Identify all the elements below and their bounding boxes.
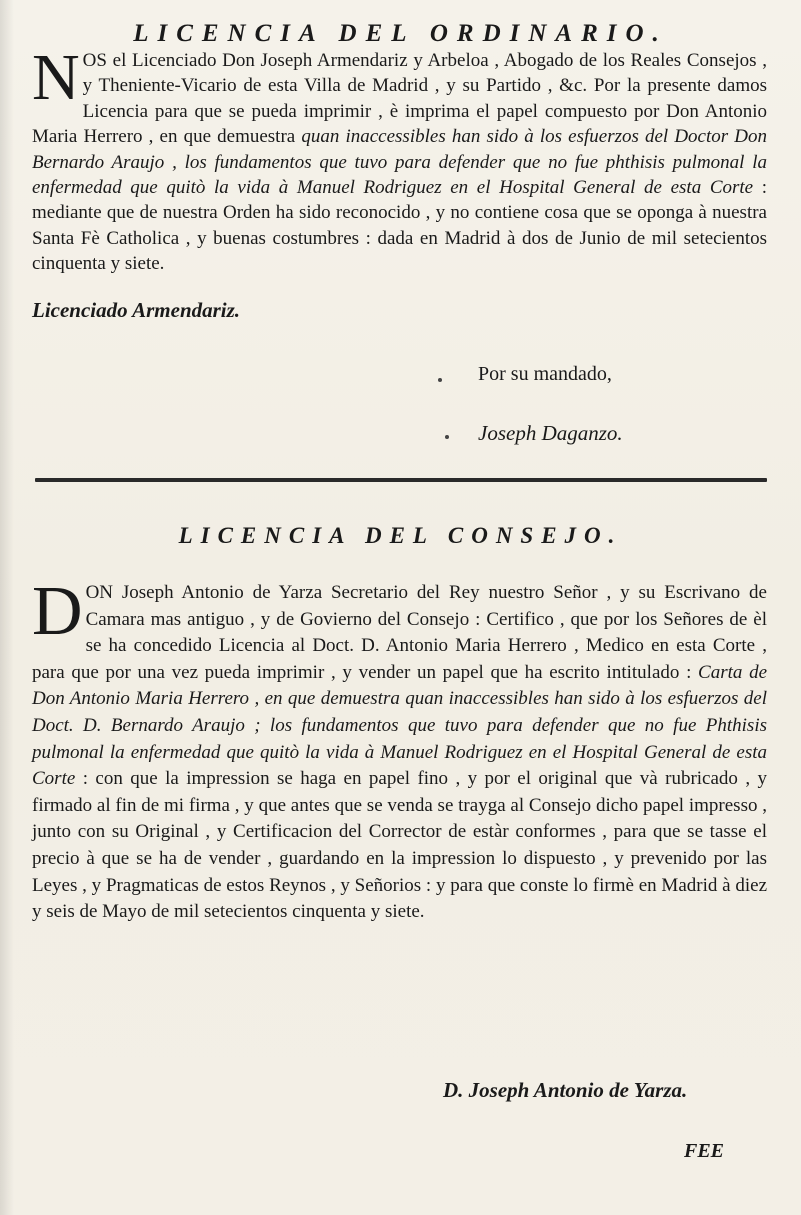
ink-speck	[438, 378, 442, 382]
dropcap-n: N	[32, 41, 80, 114]
running-head: LICENCIA DEL ORDINARIO.	[133, 20, 668, 47]
dropcap-d: D	[32, 573, 83, 650]
signature-daganzo: Joseph Daganzo.	[478, 421, 623, 445]
license-ordinario-body-2: : mediante que de nuestra Orden ha sido reconocido , y no contiene cosa que se oponga à nuestra Santa Fè Catholica , y buenas costumbres : dada en Madrid à dos de Junio de mil setecientos cinquenta y siete.	[32, 177, 768, 275]
license-ordinario-text	[32, 41, 768, 277]
catchword: FEE	[684, 1140, 725, 1162]
license-consejo-work-title: Carta de Don Antonio Maria Herrero , en que demuestra quan inaccessibles han sido à los esfuerzos del Doct. D. Bernardo Araujo ; los fundamentos que tuvo para defender que no fue Phthisis pulmonal la enfermedad que quitò la vida à Manuel Rodriguez en el Hospital General de esta Corte	[32, 661, 767, 790]
license-ordinario-work-title: quan inaccessibles han sido à los esfuerzos del Doctor Don Bernardo Araujo , los fundamentos que tuvo para defender que no fue phthisis pulmonal la enfermedad que quitò la vida à Manuel Rodriguez en el Hospital General de esta Corte	[32, 126, 767, 199]
signature-yarza: D. Joseph Antonio de Yarza.	[443, 1078, 688, 1102]
license-consejo-body-1: ON Joseph Antonio de Yarza Secretario del Rey nuestro Señor , y su Escrivano de Camara mas antiguo , y de Govierno del Consejo : Certifico , que por los Señores de èl se ha concedido Licencia al Doct. D. Antonio Maria Herrero , Medico en esta Corte , para que por una vez pueda imprimir , y vender un papel que ha escrito intitulado :	[32, 582, 767, 683]
por-su-mandado: Por su mandado,	[478, 363, 612, 385]
section-divider-rule	[35, 478, 767, 482]
signature-armendariz: Licenciado Armendariz.	[32, 298, 241, 322]
license-consejo-body-2: : con que la impression se haga en papel fino , y por el original que và rubricado , y firmado al fin de mi firma , y que antes que se venda se trayga al Consejo dicho papel impresso , junto con su Original , y Certificacion del Corrector de estàr conformes , para que se tasse el precio à que se ha de vender , guardando en la impression lo dispuesto , y prevenido por las Leyes , y Pragmaticas de estos Reynos , y Señorios : y para que conste lo firmè en Madrid à diez y seis de Mayo de mil setecientos cinquenta y siete.	[32, 768, 767, 923]
binding-shadow	[0, 0, 14, 1215]
license-consejo-text	[32, 573, 767, 926]
license-ordinario-body-1: OS el Licenciado Don Joseph Armendariz y Arbeloa , Abogado de los Reales Consejos , y Theniente-Vicario de esta Villa de Madrid , y su Partido , &c. Por la presente damos Licencia para que se pueda imprimir , è imprima el papel compuesto por Don Antonio Maria Herrero , en que demuestra	[32, 50, 767, 148]
heading-licencia-consejo: LICENCIA DEL CONSEJO.	[178, 523, 623, 548]
ink-speck	[445, 435, 449, 439]
